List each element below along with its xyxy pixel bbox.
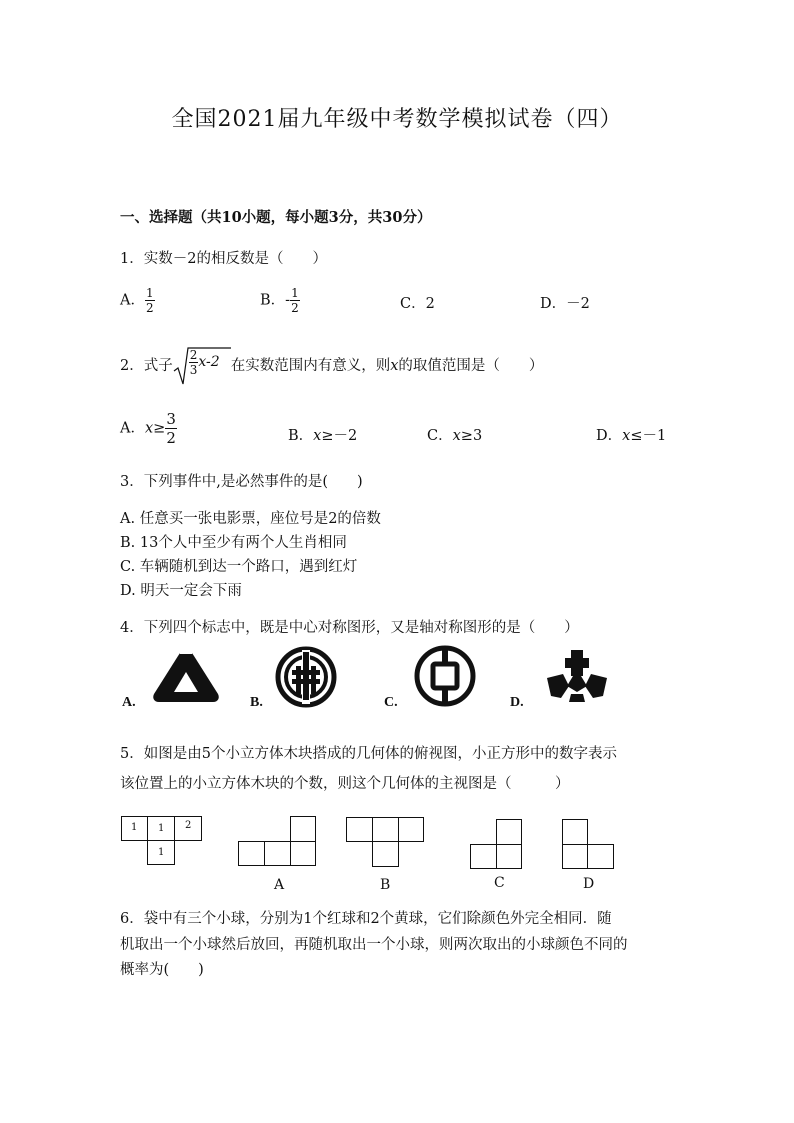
fraction: $\frac{1}{2}$: [145, 286, 154, 315]
q3-option-d: D. 明天一定会下雨: [120, 583, 242, 599]
q1-option-a: A． $\frac{1}{2}$: [120, 286, 154, 315]
logo-c-coin-icon: [413, 644, 477, 708]
q5-stem-line-2: 该位置上的小立方体木块的个数，则这个几何体的主视图是（ ）: [120, 776, 570, 792]
q5-label-a: A: [274, 877, 285, 893]
logo-a-triangle-icon: [150, 648, 222, 704]
q5-label-c: C: [494, 875, 505, 891]
grid-cell-number: 1: [131, 822, 138, 833]
q5-option-c-figure: [469, 818, 525, 870]
q6-stem-line-2: 机取出一个小球然后放回，再随机取出一个小球，则两次取出的小球颜色不同的: [120, 937, 628, 953]
grid-cell-number: 1: [158, 823, 165, 834]
grid-cell-number: 2: [185, 820, 192, 831]
q5-option-a-figure: [237, 815, 317, 867]
q6-stem-line-1: 6．袋中有三个小球，分别为1个红球和2个黄球，它们除颜色外完全相同．随: [120, 911, 612, 927]
q2-option-a: A．x≥ $\frac{3}{2}$: [120, 410, 176, 447]
q4-label-d: D.: [510, 695, 524, 710]
logo-b-bank-icon: [275, 646, 337, 708]
fraction: $\frac{3}{2}$: [166, 410, 176, 447]
radical-expression: $\frac{2}{3}$ x-2: [173, 346, 231, 386]
grid-cell-number: 1: [158, 847, 165, 858]
q4-label-a: A.: [122, 695, 136, 710]
q3-option-b: B. 13个人中至少有两个人生肖相同: [120, 535, 347, 551]
fraction: $\frac{1}{2}$: [291, 286, 299, 315]
q1-option-d: D．－2: [540, 296, 590, 312]
q1-option-b: B．- $\frac{1}{2}$: [260, 286, 299, 315]
q5-label-b: B: [380, 877, 391, 893]
q2-option-c: C．x≥3: [427, 428, 483, 444]
section-heading: 一、选择题（共10小题，每小题3分，共30分）: [120, 209, 432, 226]
q2-option-d: D．x≤－1: [596, 428, 667, 444]
q4-stem: 4．下列四个标志中，既是中心对称图形，又是轴对称图形的是（ ）: [120, 620, 579, 636]
q5-option-b-figure: [345, 816, 425, 868]
q3-stem: 3．下列事件中,是必然事件的是( ): [120, 474, 363, 490]
q1-option-c: C．2: [400, 296, 435, 312]
q4-label-c: C.: [384, 695, 398, 710]
q5-option-d-figure: [561, 818, 617, 870]
q5-stem-line-1: 5．如图是由5个小立方体木块搭成的几何体的俯视图，小正方形中的数字表示: [120, 746, 617, 762]
q3-option-c: C. 车辆随机到达一个路口，遇到红灯: [120, 559, 358, 575]
q6-stem-line-3: 概率为( ): [120, 962, 204, 978]
q3-option-a: A. 任意买一张电影票，座位号是2的倍数: [120, 511, 381, 527]
q1-stem: 1．实数－2的相反数是（ ）: [120, 251, 327, 267]
q4-label-b: B.: [250, 695, 263, 710]
q2-option-b: B．x≥－2: [288, 428, 358, 444]
fraction: $\frac{2}{3}$: [189, 348, 198, 377]
page-title: 全国2021届九年级中考数学模拟试卷（四）: [171, 107, 623, 132]
q5-label-d: D: [583, 876, 595, 892]
q2-stem: 2．式子 $\frac{2}{3}$ x-2 在实数范围内有意义，则x的取值范围是（ ）: [120, 346, 543, 386]
logo-d-emblem-icon: [543, 648, 611, 704]
